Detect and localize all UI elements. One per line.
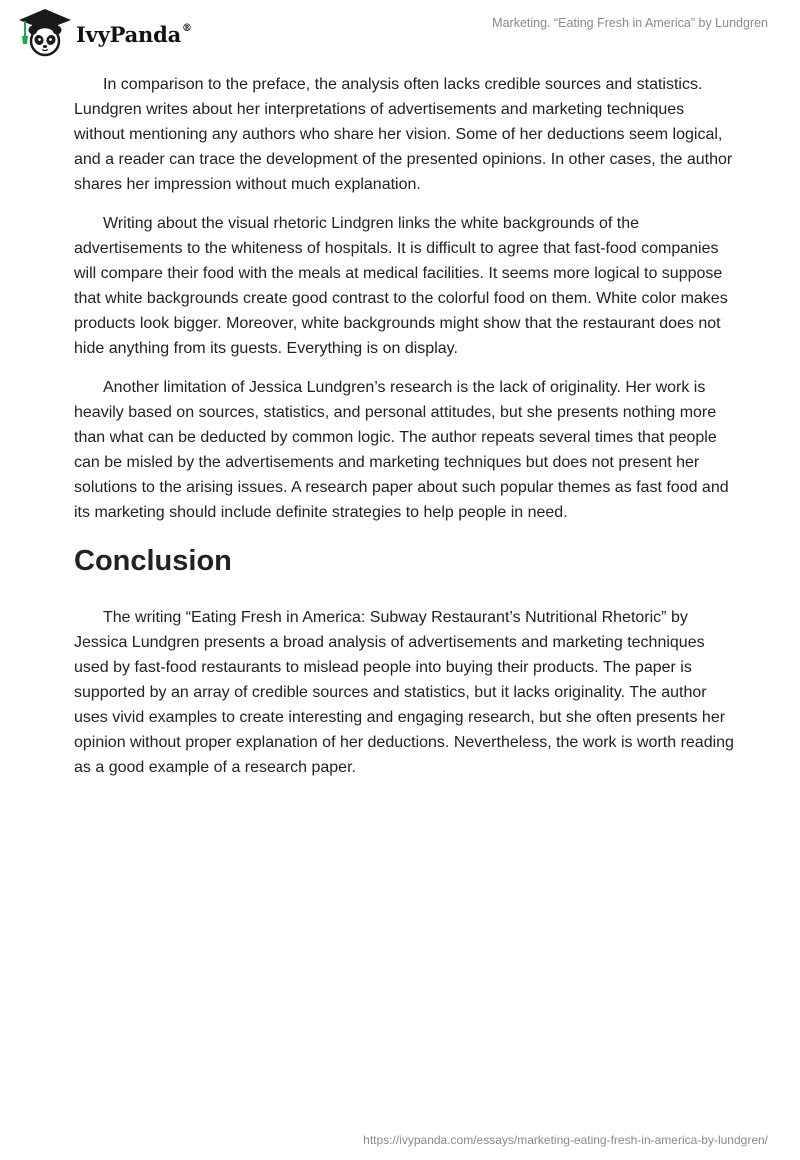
document-title: Marketing. “Eating Fresh in America” by Lundgren: [492, 16, 768, 30]
registered-mark: ®: [182, 22, 192, 34]
body-paragraph: Writing about the visual rhetoric Lindgren links the white backgrounds of the advertisements to the whiteness of hospitals. It is difficult to agree that fast-food companies will compare their food with the meals at medical facilities. It seems more logical to suppose that white backgrounds create good contrast to the colorful food on them. White color makes products look bigger. Moreover, white backgrounds might show that the restaurant does not hide anything from its guests. Everything is on display.: [74, 215, 728, 357]
body-paragraph: Another limitation of Jessica Lundgren’s research is the lack of originality. Her work is heavily based on sources, statistics, and personal attitudes, but she presents nothing more than what can be deducted by common logic. The author repeats several times that people can be misled by the advertisements and marketing techniques but does not present her solutions to the arising issues. A research paper about such popular themes as fast food and its marketing should include definite strategies to help people in need.: [74, 379, 729, 521]
source-url[interactable]: https://ivypanda.com/essays/marketing-eating-fresh-in-america-by-lundgren/: [363, 1133, 768, 1147]
brand-name: IvyPanda®: [76, 21, 192, 47]
body-paragraph: In comparison to the preface, the analysis often lacks credible sources and statistics. Lundgren writes about her interpretations of advertisements and marketing techniques without mentioning any authors who share her vision. Some of her deductions seem logical, and a reader can trace the development of the presented opinions. In other cases, the author shares her impression without much explanation.: [74, 76, 733, 193]
conclusion-heading: Conclusion: [74, 545, 232, 577]
essay-content: [74, 72, 734, 794]
panda-graduation-cap-icon: [14, 8, 76, 58]
page-header: [0, 0, 800, 64]
conclusion-paragraph: The writing “Eating Fresh in America: Subway Restaurant’s Nutritional Rhetoric” by Jessica Lundgren presents a broad analysis of advertisements and marketing techniques used by fast-food restaurants to mislead people into buying their products. The paper is supported by an array of credible sources and statistics, but it lacks originality. The author uses vivid examples to create interesting and engaging research, but she often presents her opinion without proper explanation of her deductions. Nevertheless, the work is worth reading as a good example of a research paper.: [74, 609, 734, 776]
ivypanda-logo[interactable]: [14, 8, 192, 58]
